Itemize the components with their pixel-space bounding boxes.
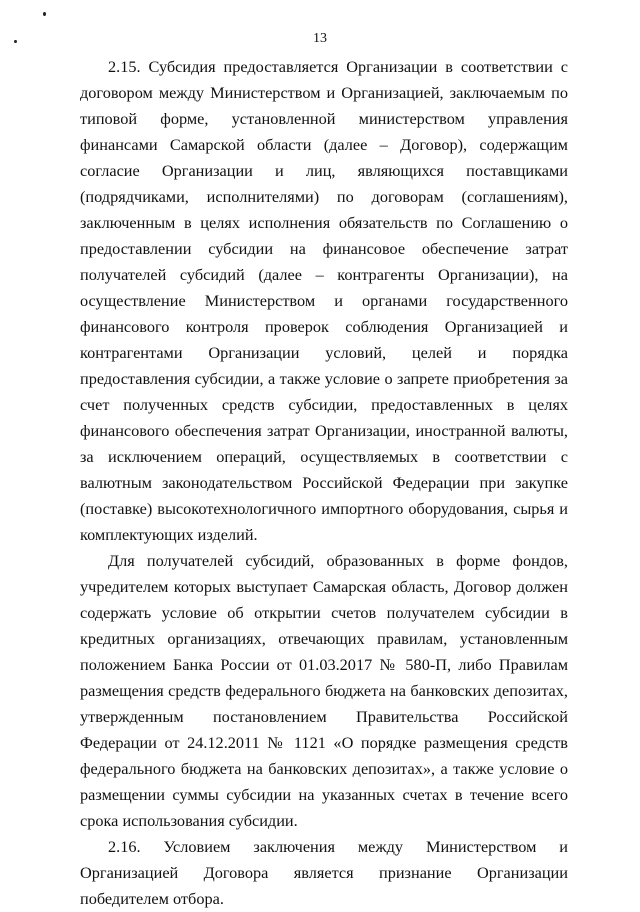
page-number: 13 xyxy=(313,31,327,46)
document-body xyxy=(80,54,568,912)
paragraph-funds-condition: Для получателей субсидий, образованных в форме фондов, учредителем которых выступает Самарская область, Договор должен содержать условие об открытии счетов получателем субсидии в кредитных организациях, отвечающих правилам, установленным положением Банка России от 01.03.2017 № 580-П, либо Правилам размещения средств федерального бюджета на банковских депозитах, утвержденным постановлением Правительства Российской Федерации от 24.12.2011 № 1121 «О порядке размещения средств федерального бюджета на банковских депозитах», а также условие о размещении суммы субсидии на указанных счетах в течение всего срока использования субсидии. xyxy=(80,551,568,830)
paragraph-2-16: 2.16. Условием заключения между Министерством и Организацией Договора является признание Организации победителем отбора. xyxy=(80,837,568,908)
paragraph-2-15: 2.15. Субсидия предоставляется Организации в соответствии с договором между Министерством и Организацией, заключаемым по типовой форме, установленной министерством управления финансами Самарской области (далее – Договор), содержащим согласие Организации и лиц, являющихся поставщиками (подрядчиками, исполнителями) по договорам (соглашениям), заключенным в целях исполнения обязательств по Соглашению о предоставлении субсидии на финансовое обеспечение затрат получателей субсидий (далее – контрагенты Организации), на осуществление Министерством и органами государственного финансового контроля проверок соблюдения Организацией и контрагентами Организации условий, целей и порядка предоставления субсидии, а также условие о запрете приобретения за счет полученных средств субсидии, предоставленных в целях финансового обеспечения затрат Организации, иностранной валюты, за исключением операций, осуществляемых в соответствии с валютным законодательством Российской Федерации при закупке (поставке) высокотехнологичного импортного оборудования, сырья и комплектующих изделий. xyxy=(80,57,568,544)
scan-speck xyxy=(43,12,46,16)
